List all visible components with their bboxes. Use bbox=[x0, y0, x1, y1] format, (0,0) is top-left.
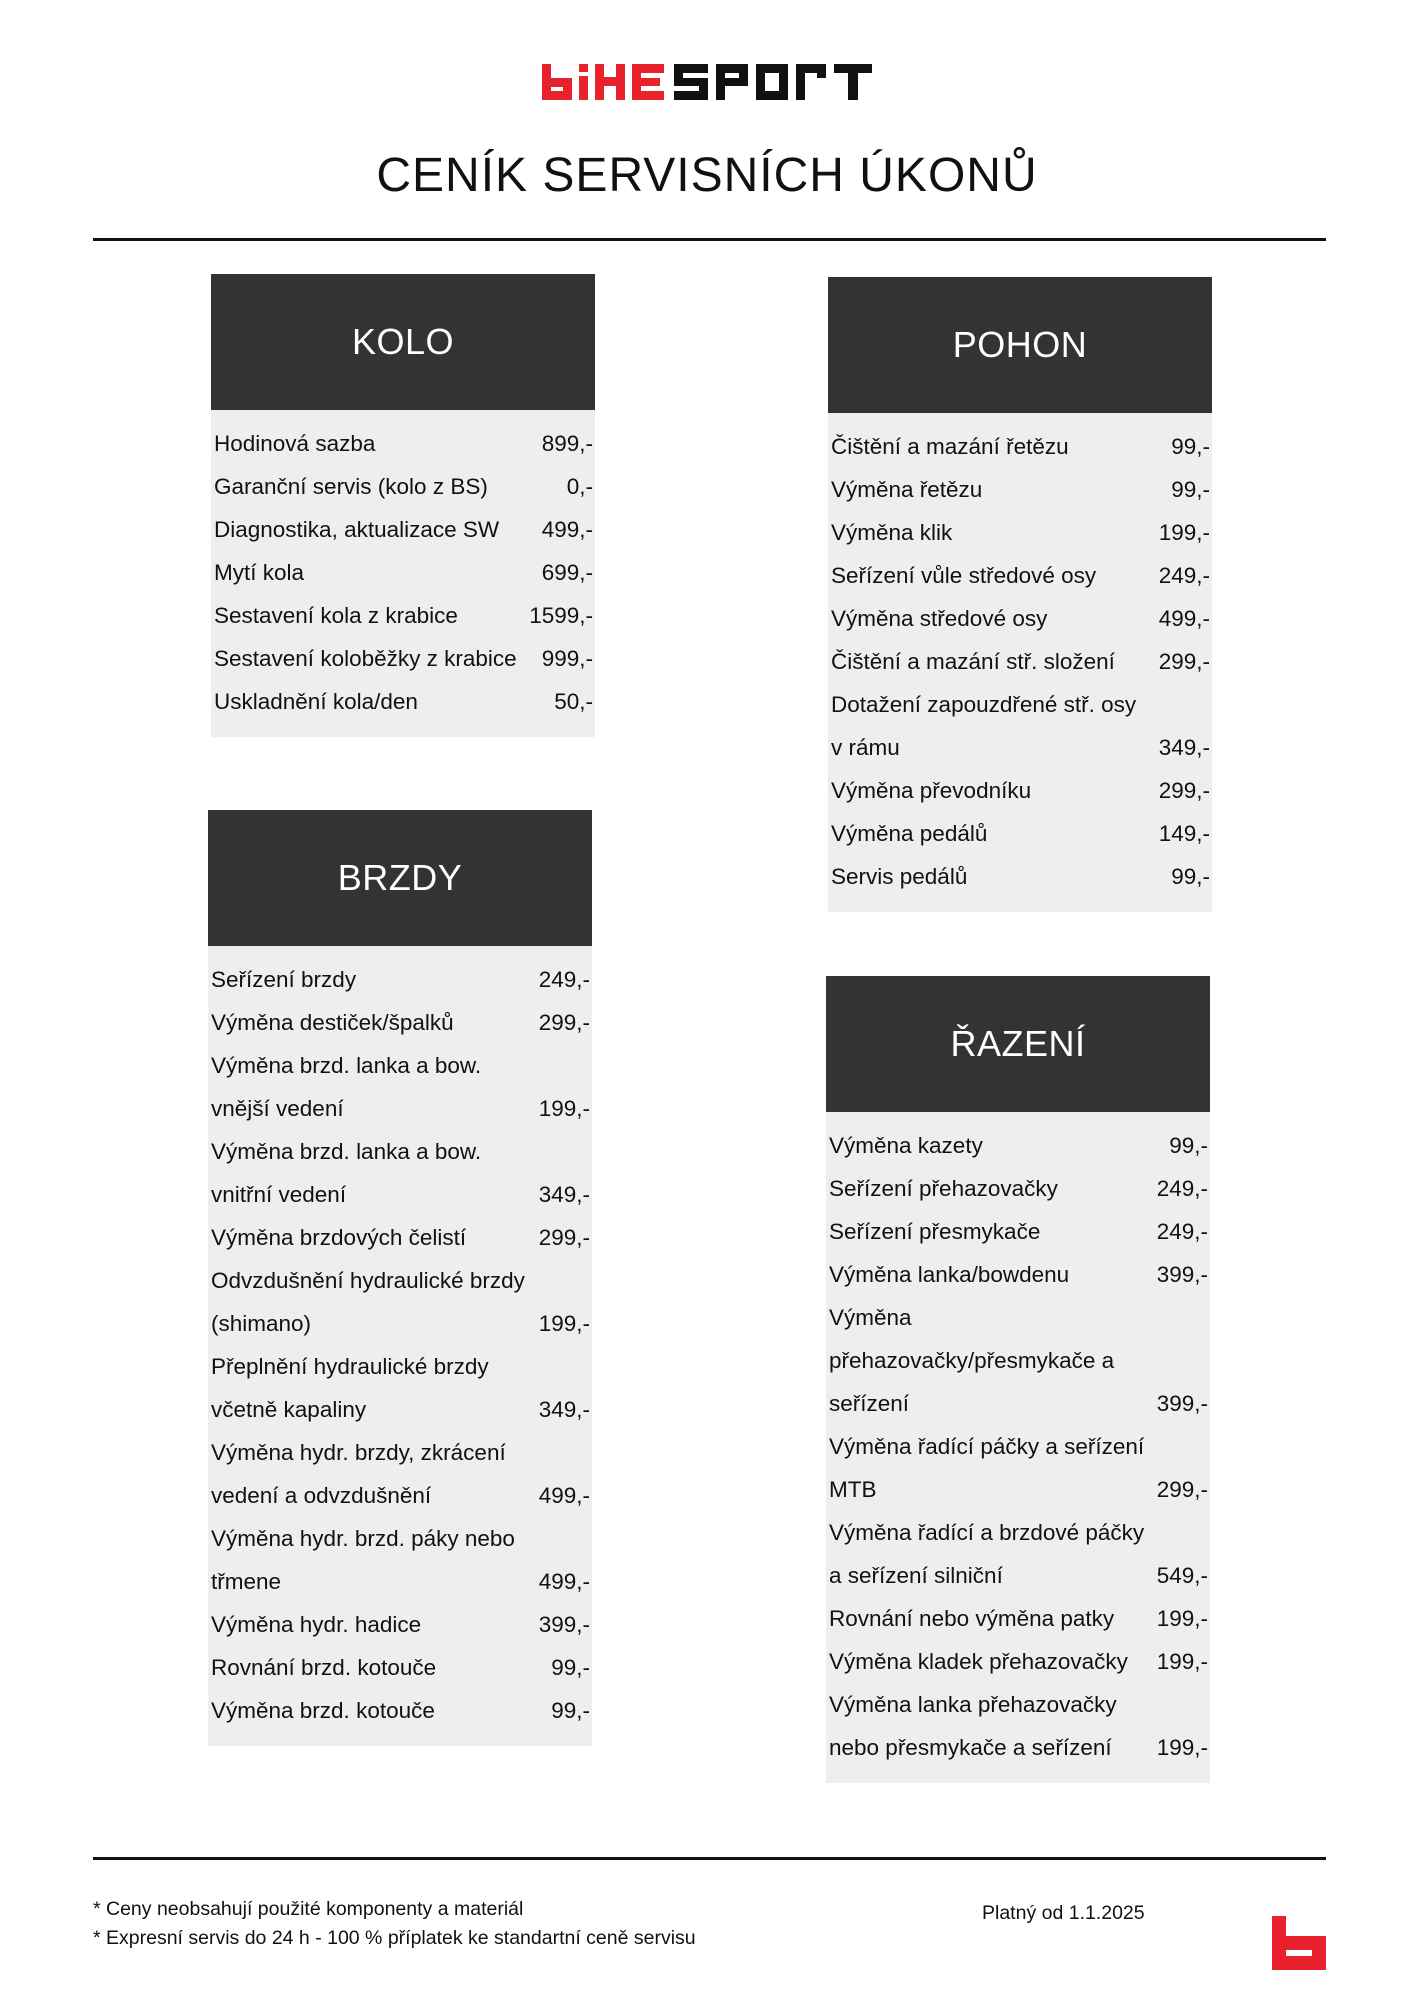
item-name: Sestavení kola z krabice bbox=[214, 603, 458, 628]
item-price: 999,- bbox=[541, 646, 593, 671]
item-price: 199,- bbox=[1156, 1735, 1208, 1760]
item-price: 99,- bbox=[551, 1698, 590, 1723]
price-list bbox=[208, 946, 592, 1746]
item-name: Čištění a mazání stř. složení bbox=[831, 649, 1115, 674]
item-name: Výměna brzd. lanka a bow. vnější vedení bbox=[211, 1053, 482, 1121]
section-header: KOLO bbox=[211, 274, 595, 410]
price-item bbox=[208, 1216, 592, 1259]
item-name: Výměna destiček/špalků bbox=[211, 1010, 454, 1035]
price-item bbox=[208, 1517, 592, 1603]
item-name: Výměna lanka přehazovačky nebo přesmykače a seřízení bbox=[829, 1692, 1117, 1760]
item-name: Výměna převodníku bbox=[831, 778, 1032, 803]
price-item bbox=[828, 511, 1212, 554]
price-item bbox=[826, 1167, 1210, 1210]
price-item bbox=[211, 680, 595, 723]
item-name: Mytí kola bbox=[214, 560, 305, 585]
item-name: Výměna přehazovačky/přesmykače a seřízení bbox=[829, 1305, 1115, 1416]
section-razeni bbox=[826, 976, 1210, 1783]
item-name: Rovnání brzd. kotouče bbox=[211, 1655, 437, 1680]
item-name: Výměna hydr. brzdy, zkrácení vedení a odvzdušnění bbox=[211, 1440, 506, 1508]
item-price: 199,- bbox=[1156, 1649, 1208, 1674]
price-item bbox=[826, 1210, 1210, 1253]
item-name: Výměna kazety bbox=[829, 1133, 983, 1158]
item-price: 299,- bbox=[1158, 778, 1210, 803]
item-price: 50,- bbox=[554, 689, 593, 714]
price-item bbox=[208, 1345, 592, 1431]
price-item bbox=[208, 1001, 592, 1044]
price-item bbox=[211, 508, 595, 551]
item-price: 499,- bbox=[538, 1483, 590, 1508]
price-item bbox=[828, 425, 1212, 468]
item-price: 99,- bbox=[1171, 864, 1210, 889]
price-list bbox=[826, 1112, 1210, 1783]
item-name: Výměna klik bbox=[831, 520, 953, 545]
price-item bbox=[828, 640, 1212, 683]
price-item bbox=[208, 1646, 592, 1689]
item-name: Výměna řadící páčky a seřízení MTB bbox=[829, 1434, 1145, 1502]
price-item bbox=[211, 551, 595, 594]
price-item bbox=[208, 1431, 592, 1517]
item-name: Čištění a mazání řetězu bbox=[831, 434, 1069, 459]
item-price: 199,- bbox=[1158, 520, 1210, 545]
item-price: 99,- bbox=[1171, 477, 1210, 502]
bikesport-b-icon bbox=[1272, 1916, 1326, 1975]
price-item bbox=[828, 597, 1212, 640]
footer-notes bbox=[93, 1895, 696, 1953]
item-price: 249,- bbox=[538, 967, 590, 992]
item-price: 249,- bbox=[1158, 563, 1210, 588]
item-price: 149,- bbox=[1158, 821, 1210, 846]
price-list bbox=[211, 410, 595, 737]
item-price: 549,- bbox=[1156, 1563, 1208, 1588]
price-list bbox=[828, 413, 1212, 912]
item-price: 299,- bbox=[1158, 649, 1210, 674]
item-name: Rovnání nebo výměna patky bbox=[829, 1606, 1115, 1631]
price-item bbox=[826, 1640, 1210, 1683]
item-name: Výměna pedálů bbox=[831, 821, 988, 846]
price-item bbox=[211, 637, 595, 680]
item-name: Dotažení zapouzdřené stř. osy v rámu bbox=[831, 692, 1137, 760]
section-header: ŘAZENÍ bbox=[826, 976, 1210, 1112]
item-name: Seřízení brzdy bbox=[211, 967, 357, 992]
price-item bbox=[208, 958, 592, 1001]
item-name: Garanční servis (kolo z BS) bbox=[214, 474, 488, 499]
item-price: 399,- bbox=[1156, 1262, 1208, 1287]
price-item bbox=[211, 465, 595, 508]
item-name: Uskladnění kola/den bbox=[214, 689, 418, 714]
item-name: Výměna brzdových čelistí bbox=[211, 1225, 467, 1250]
item-name: Výměna hydr. hadice bbox=[211, 1612, 422, 1637]
bottom-divider bbox=[93, 1857, 1326, 1860]
item-price: 299,- bbox=[538, 1225, 590, 1250]
price-item bbox=[828, 855, 1212, 898]
item-name: Přeplnění hydraulické brzdy včetně kapaliny bbox=[211, 1354, 489, 1422]
footnote-express: * Expresní servis do 24 h - 100 % příplatek ke standartní ceně servisu bbox=[93, 1927, 696, 1949]
price-item bbox=[826, 1296, 1210, 1425]
item-price: 349,- bbox=[1158, 735, 1210, 760]
price-item bbox=[828, 812, 1212, 855]
item-price: 249,- bbox=[1156, 1176, 1208, 1201]
price-item bbox=[208, 1130, 592, 1216]
item-price: 349,- bbox=[538, 1182, 590, 1207]
item-price: 349,- bbox=[538, 1397, 590, 1422]
price-item bbox=[828, 683, 1212, 769]
item-name: Výměna brzd. kotouče bbox=[211, 1698, 435, 1723]
item-name: Výměna brzd. lanka a bow. vnitřní vedení bbox=[211, 1139, 482, 1207]
item-name: Výměna lanka/bowdenu bbox=[829, 1262, 1070, 1287]
valid-from-date: Platný od 1.1.2025 bbox=[982, 1902, 1145, 1924]
price-item bbox=[208, 1603, 592, 1646]
item-name: Výměna kladek přehazovačky bbox=[829, 1649, 1128, 1674]
item-price: 99,- bbox=[1169, 1133, 1208, 1158]
price-item bbox=[828, 468, 1212, 511]
item-price: 699,- bbox=[541, 560, 593, 585]
item-price: 899,- bbox=[541, 431, 593, 456]
section-pohon bbox=[828, 277, 1212, 912]
footnote-components: * Ceny neobsahují použité komponenty a materiál bbox=[93, 1898, 524, 1920]
item-name: Odvzdušnění hydraulické brzdy (shimano) bbox=[211, 1268, 525, 1336]
top-divider bbox=[93, 238, 1326, 241]
price-item bbox=[211, 594, 595, 637]
item-name: Výměna řetězu bbox=[831, 477, 983, 502]
item-price: 199,- bbox=[538, 1311, 590, 1336]
price-item bbox=[826, 1683, 1210, 1769]
bikesport-wordmark bbox=[542, 64, 872, 100]
section-header: POHON bbox=[828, 277, 1212, 413]
item-price: 0,- bbox=[566, 474, 593, 499]
bikesport-logo bbox=[0, 64, 1414, 105]
price-item bbox=[208, 1259, 592, 1345]
price-item bbox=[826, 1597, 1210, 1640]
item-price: 249,- bbox=[1156, 1219, 1208, 1244]
item-price: 499,- bbox=[541, 517, 593, 542]
item-name: Seřízení přehazovačky bbox=[829, 1176, 1058, 1201]
item-price: 499,- bbox=[538, 1569, 590, 1594]
item-name: Výměna hydr. brzd. páky nebo třmene bbox=[211, 1526, 515, 1594]
item-name: Seřízení přesmykače bbox=[829, 1219, 1041, 1244]
price-item bbox=[828, 554, 1212, 597]
item-price: 399,- bbox=[538, 1612, 590, 1637]
item-price: 399,- bbox=[1156, 1391, 1208, 1416]
item-name: Diagnostika, aktualizace SW bbox=[214, 517, 500, 542]
price-item bbox=[828, 769, 1212, 812]
item-name: Výměna řadící a brzdové páčky a seřízení silniční bbox=[829, 1520, 1145, 1588]
price-item bbox=[826, 1511, 1210, 1597]
section-brzdy bbox=[208, 810, 592, 1746]
item-name: Sestavení koloběžky z krabice bbox=[214, 646, 517, 671]
item-price: 99,- bbox=[551, 1655, 590, 1680]
item-name: Seřízení vůle středové osy bbox=[831, 563, 1097, 588]
price-item bbox=[826, 1124, 1210, 1167]
item-name: Servis pedálů bbox=[831, 864, 968, 889]
item-price: 499,- bbox=[1158, 606, 1210, 631]
item-price: 299,- bbox=[538, 1010, 590, 1035]
price-item bbox=[208, 1044, 592, 1130]
item-price: 199,- bbox=[1156, 1606, 1208, 1631]
price-item bbox=[208, 1689, 592, 1732]
price-item bbox=[826, 1253, 1210, 1296]
section-header: BRZDY bbox=[208, 810, 592, 946]
item-price: 299,- bbox=[1156, 1477, 1208, 1502]
page-title: CENÍK SERVISNÍCH ÚKONŮ bbox=[376, 149, 1038, 202]
price-item bbox=[826, 1425, 1210, 1511]
section-kolo bbox=[211, 274, 595, 737]
item-price: 199,- bbox=[538, 1096, 590, 1121]
item-name: Výměna středové osy bbox=[831, 606, 1048, 631]
item-price: 99,- bbox=[1171, 434, 1210, 459]
item-name: Hodinová sazba bbox=[214, 431, 376, 456]
price-item bbox=[211, 422, 595, 465]
item-price: 1599,- bbox=[529, 603, 593, 628]
